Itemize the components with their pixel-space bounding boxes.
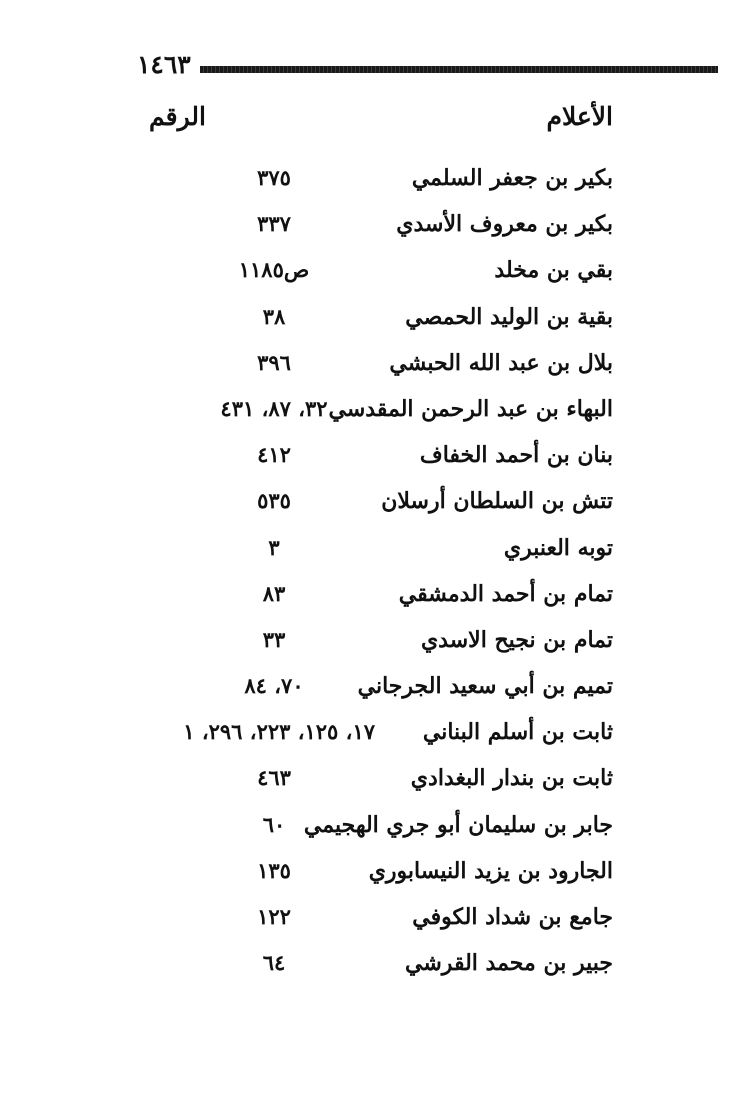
- entry-number: ٦٤: [262, 950, 286, 976]
- index-entry: [0, 571, 747, 617]
- column-header-names: الأعلام: [546, 102, 613, 131]
- header-rule: [200, 66, 718, 73]
- entry-name: البهاء بن عبد الرحمن المقدسي: [328, 395, 613, 422]
- entry-number: ٨٣: [262, 580, 286, 606]
- entry-name: جابر بن سليمان أبو جري الهجيمي: [303, 811, 613, 838]
- index-entry: [0, 894, 747, 940]
- entry-name: ثابت بن بندار البغدادي: [410, 765, 613, 792]
- entry-number: ١٢٢: [257, 904, 291, 929]
- index-entry: [0, 432, 747, 478]
- entry-number: ١٧، ١٢٥، ٢٢٣، ٢٩٦، ١: [183, 719, 375, 745]
- entry-name: بكير بن معروف الأسدي: [396, 211, 613, 238]
- index-entry: [0, 247, 747, 293]
- entry-number: ٤٦٣: [257, 765, 291, 791]
- index-entry: [0, 525, 747, 571]
- column-header-numbers: الرقم: [149, 102, 206, 131]
- entry-number: ٧٠، ٨٤: [244, 673, 304, 699]
- index-entry: [0, 386, 747, 432]
- entry-name: بلال بن عبد الله الحبشي: [389, 349, 613, 376]
- entry-number: ص١١٨٥: [238, 257, 310, 283]
- entry-number: ٣٧٥: [257, 165, 291, 190]
- entry-number: ٤١٢: [257, 442, 291, 468]
- index-entries: [0, 155, 747, 986]
- entry-number: ٥٣٥: [257, 488, 291, 514]
- entry-number: ٣٢، ٨٧، ٤٣١: [220, 395, 328, 421]
- entry-number: ٣٨: [262, 303, 286, 329]
- index-entry: [0, 617, 747, 663]
- entry-name: تميم بن أبي سعيد الجرجاني: [357, 673, 613, 700]
- index-entry: [0, 940, 747, 986]
- entry-name: جبير بن محمد القرشي: [405, 950, 613, 977]
- entry-number: ٣٣: [262, 626, 286, 652]
- index-entry: [0, 663, 747, 709]
- entry-name: بقي بن مخلد: [494, 257, 613, 284]
- index-entry: [0, 848, 747, 894]
- entry-name: جامع بن شداد الكوفي: [412, 904, 613, 930]
- entry-name: توبه العنبري: [503, 534, 613, 561]
- index-entry: [0, 709, 747, 755]
- index-entry: [0, 802, 747, 848]
- entry-name: تمام بن أحمد الدمشقي: [398, 580, 613, 607]
- entry-name: بنان بن أحمد الخفاف: [419, 442, 613, 469]
- page-number: ١٤٦٣: [137, 50, 191, 79]
- entry-name: ثابت بن أسلم البناني: [422, 719, 613, 746]
- index-entry: [0, 155, 747, 201]
- index-entry: [0, 201, 747, 247]
- index-entry: [0, 340, 747, 386]
- entry-name: الجارود بن يزيد النيسابوري: [368, 857, 613, 884]
- entry-name: بقية بن الوليد الحمصي: [405, 303, 613, 330]
- entry-number: ١٣٥: [257, 857, 291, 883]
- index-entry: [0, 478, 747, 524]
- entry-number: ٣٩٦: [257, 349, 291, 375]
- entry-number: ٣٣٧: [257, 211, 291, 237]
- index-entry: [0, 755, 747, 801]
- entry-number: ٦٠: [262, 811, 286, 837]
- entry-name: تمام بن نجيح الاسدي: [420, 626, 613, 653]
- index-entry: [0, 294, 747, 340]
- entry-name: تتش بن السلطان أرسلان: [381, 488, 613, 515]
- entry-number: ٣: [268, 534, 280, 560]
- entry-name: بكير بن جعفر السلمي: [411, 165, 613, 191]
